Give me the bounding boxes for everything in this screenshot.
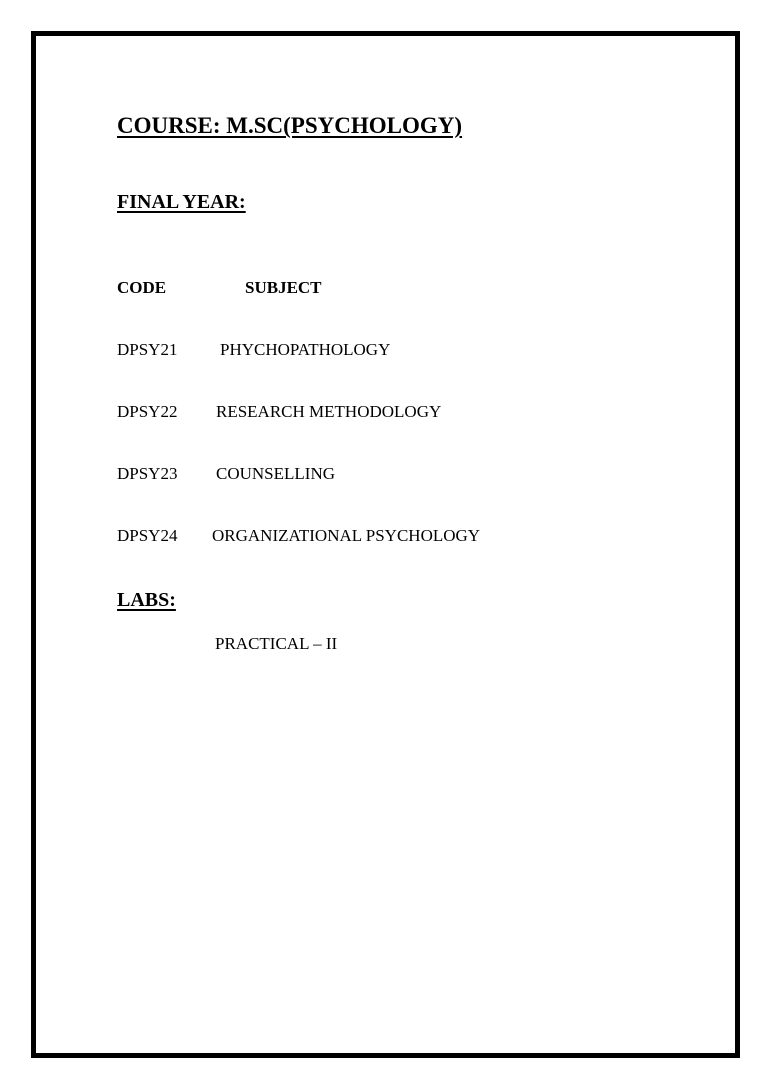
row-code: DPSY21 [117, 340, 178, 359]
lab-item: PRACTICAL – II [215, 634, 338, 653]
row-subject: COUNSELLING [216, 464, 335, 483]
row-subject: ORGANIZATIONAL PSYCHOLOGY [212, 526, 481, 545]
row-code: DPSY22 [117, 402, 178, 421]
code-column-header: CODE [117, 278, 167, 297]
row-subject: PHYCHOPATHOLOGY [220, 340, 391, 359]
row-subject: RESEARCH METHODOLOGY [216, 402, 442, 421]
final-year-heading: FINAL YEAR: [117, 191, 246, 213]
row-code: DPSY23 [117, 464, 178, 483]
row-code: DPSY24 [117, 526, 178, 545]
subject-column-header: SUBJECT [245, 278, 322, 297]
course-title: COURSE: M.SC(PSYCHOLOGY) [117, 113, 463, 138]
labs-heading: LABS: [117, 589, 176, 611]
